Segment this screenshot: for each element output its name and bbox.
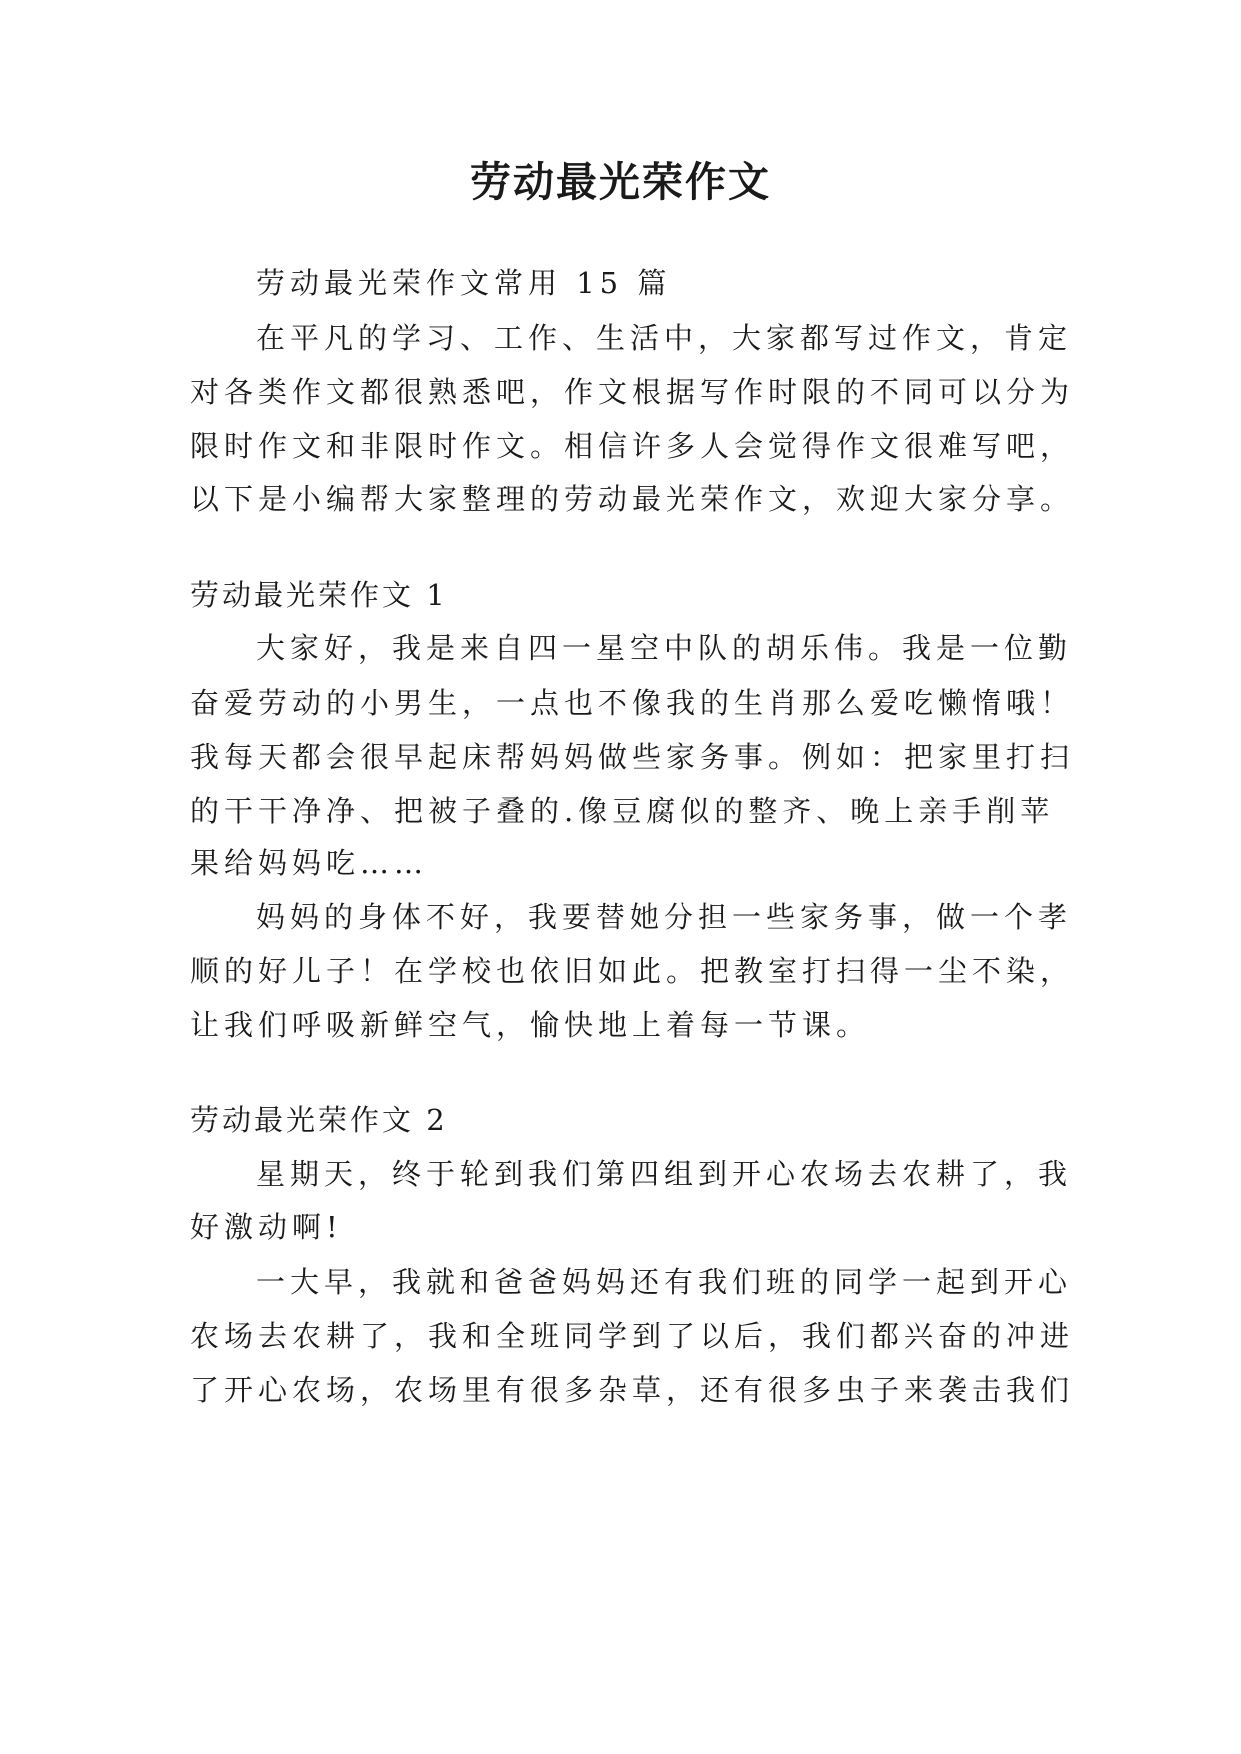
essay-1-line: 顺的好儿子！在学校也依旧如此。把教室打扫得一尘不染，	[190, 954, 1075, 988]
intro-line: 对各类作文都很熟悉吧，作文根据写作时限的不同可以分为	[190, 375, 1075, 409]
essay-1-line: 妈妈的身体不好，我要替她分担一些家务事，做一个孝	[256, 900, 1073, 934]
essay-1-line: 奋爱劳动的小男生，一点也不像我的生肖那么爱吃懒惰哦！	[190, 686, 1075, 720]
intro-line: 限时作文和非限时作文。相信许多人会觉得作文很难写吧，	[190, 429, 1075, 463]
essay-2-line: 一大早，我就和爸爸妈妈还有我们班的同学一起到开心	[256, 1265, 1073, 1299]
essay-2-line: 好激动啊!	[190, 1210, 343, 1244]
document-title: 劳动最光荣作文	[470, 158, 771, 206]
essay-1-line: 我每天都会很早起床帮妈妈做些家务事。例如：把家里打扫	[190, 740, 1075, 774]
essay-2-heading: 劳动最光荣作文 2	[190, 1103, 448, 1137]
essay-1-heading: 劳动最光荣作文 1	[190, 578, 448, 612]
essay-2-line: 农场去农耕了，我和全班同学到了以后，我们都兴奋的冲进	[190, 1319, 1075, 1353]
document-subtitle: 劳动最光荣作文常用 15 篇	[256, 266, 672, 300]
essay-2-line: 星期天，终于轮到我们第四组到开心农场去农耕了，我	[256, 1157, 1073, 1191]
intro-line: 在平凡的学习、工作、生活中，大家都写过作文，肯定	[256, 321, 1073, 355]
essay-1-line: 果给妈妈吃……	[190, 846, 429, 880]
essay-1-line: 大家好，我是来自四一星空中队的胡乐伟。我是一位勤	[256, 631, 1073, 665]
essay-2-line: 了开心农场，农场里有很多杂草，还有很多虫子来袭击我们	[190, 1373, 1075, 1407]
essay-1-line: 的干干净净、把被子叠的.像豆腐似的整齐、晚上亲手削苹	[190, 794, 1055, 828]
intro-line: 以下是小编帮大家整理的劳动最光荣作文，欢迎大家分享。	[190, 482, 1075, 516]
essay-1-line: 让我们呼吸新鲜空气，愉快地上着每一节课。	[190, 1008, 871, 1042]
